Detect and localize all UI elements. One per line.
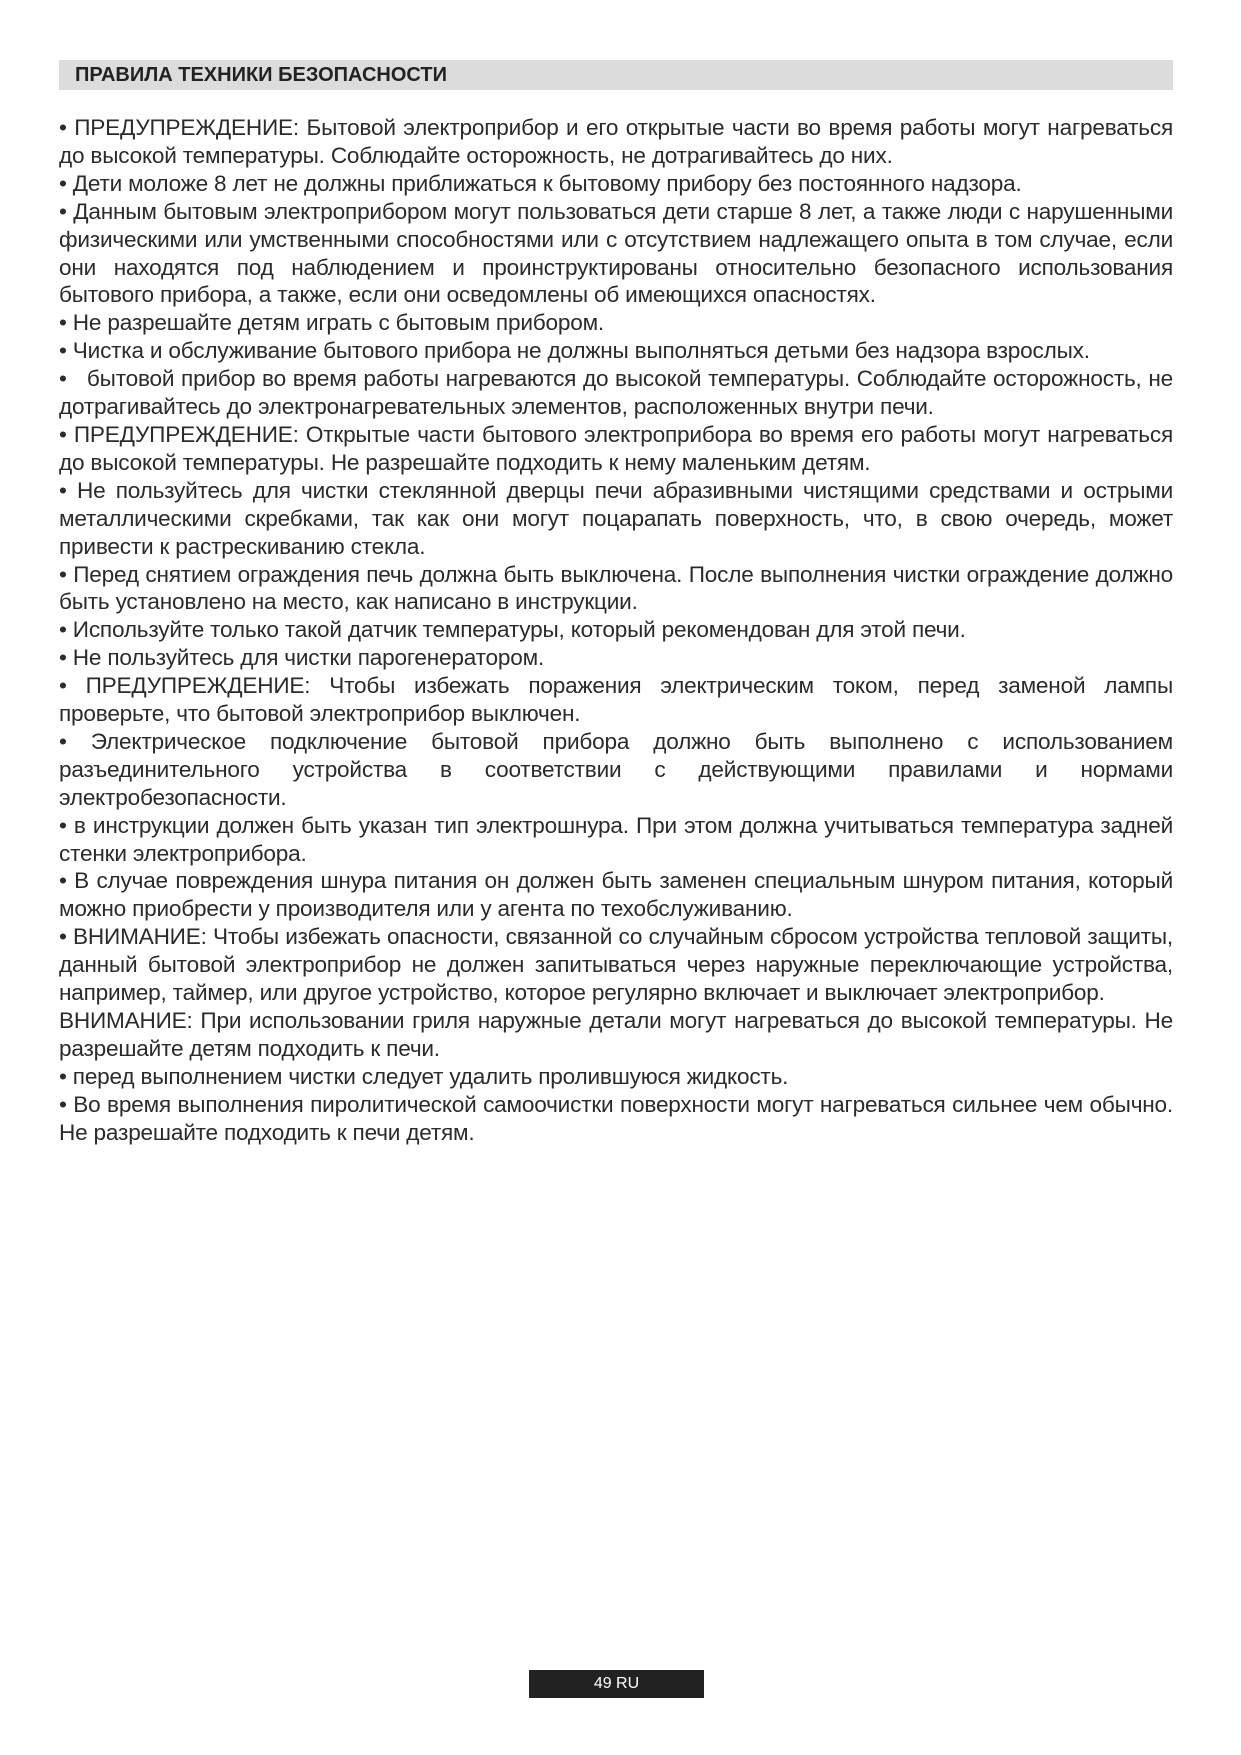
paragraph-warning-hot-parts: • ПРЕДУПРЕЖДЕНИЕ: Бытовой электроприбор и его открытые части во время работы могут нагреваться до высокой температуры. Соблюдайте осторожность, не дотрагивайтесь до них. bbox=[59, 115, 1173, 168]
paragraph-spilled-liquid: • перед выполнением чистки следует удалить пролившуюся жидкость. bbox=[59, 1063, 789, 1089]
paragraph-electrical-connection: • Электрическое подключение бытовой прибора должно быть выполнено с использованием разъединительного устройства в соответствии с действующими правилами и нормами электробезопасности. bbox=[59, 728, 1173, 810]
paragraph-no-steam-cleaner: • Не пользуйтесь для чистки парогенератором. bbox=[59, 645, 545, 671]
paragraph-attention-thermal-protection: • ВНИМАНИЕ: Чтобы избежать опасности, связанной со случайным сбросом устройства тепловой защиты, данный бытовой электроприбор не должен запитываться через наружные переключающие устройства, например, таймер, или другое устройство, которое регулярно включает и выключает электроприбор. bbox=[59, 924, 1173, 1006]
paragraph-children-under-8: • Дети моложе 8 лет не должны приближаться к бытовому прибору без постоянного надзора. bbox=[59, 170, 1022, 196]
page-number: 49 RU bbox=[529, 1670, 704, 1698]
paragraph-glass-door-cleaning: • Не пользуйтесь для чистки стеклянной дверцы печи абразивными чистящими средствами и острыми металлическими скребками, так как они могут поцарапать поверхность, что, в свою очередь, может привести к растрескиванию стекла. bbox=[59, 477, 1173, 559]
paragraph-pyrolytic-cleaning: • Во время выполнения пиролитической самоочистки поверхности могут нагреваться сильнее чем обычно. Не разрешайте подходить к печи детям. bbox=[59, 1091, 1173, 1145]
paragraph-warning-lamp-replacement: • ПРЕДУПРЕЖДЕНИЕ: Чтобы избежать поражения электрическим током, перед заменой лампы проверьте, что бытовой электроприбор выключен. bbox=[59, 673, 1173, 727]
paragraph-warning-open-parts: • ПРЕДУПРЕЖДЕНИЕ: Открытые части бытового электроприбора во время его работы могут нагреваться до высокой температуры. Не разрешайте подходить к нему маленьким детям. bbox=[59, 421, 1173, 475]
paragraph-guard-removal: • Перед снятием ограждения печь должна быть выключена. После выполнения чистки ограждение должно быть установлено на место, как написано в инструкции. bbox=[59, 561, 1173, 615]
paragraph-no-playing: • Не разрешайте детям играть с бытовым прибором. bbox=[59, 310, 604, 336]
paragraph-cleaning-by-children: • Чистка и обслуживание бытового прибора не должны выполняться детьми без надзора взрослых. bbox=[59, 338, 1090, 364]
paragraph-heating-elements: • бытовой прибор во время работы нагреваются до высокой температуры. Соблюдайте осторожность, не дотрагивайтесь до электронагревательных элементов, расположенных внутри печи. bbox=[59, 366, 1180, 420]
paragraph-attention-grill: ВНИМАНИЕ: При использовании гриля наружные детали могут нагреваться до высокой температуры. Не разрешайте детям подходить к печи. bbox=[59, 1008, 1173, 1061]
paragraph-usage-by-children-over-8: • Данным бытовым электроприбором могут пользоваться дети старше 8 лет, а также люди с нарушенными физическими или умственными способностями или с отсутствием надлежащего опыта в том случае, если они находятся под наблюдением и проинструктированы относительно безопасного использования бытового прибора, а также, если они осведомлены об имеющихся опасностях. bbox=[59, 198, 1173, 308]
section-title: ПРАВИЛА ТЕХНИКИ БЕЗОПАСНОСТИ bbox=[59, 60, 1173, 90]
paragraph-temperature-probe: • Используйте только такой датчик температуры, который рекомендован для этой печи. bbox=[59, 617, 966, 643]
paragraph-damaged-cord: • В случае повреждения шнура питания он должен быть заменен специальным шнуром питания, который можно приобрести у производителя или у агента по техобслуживанию. bbox=[59, 868, 1173, 922]
paragraph-cord-type: • в инструкции должен быть указан тип электрошнура. При этом должна учитываться температура задней стенки электроприбора. bbox=[59, 812, 1173, 866]
safety-rules-text bbox=[59, 114, 1180, 1147]
